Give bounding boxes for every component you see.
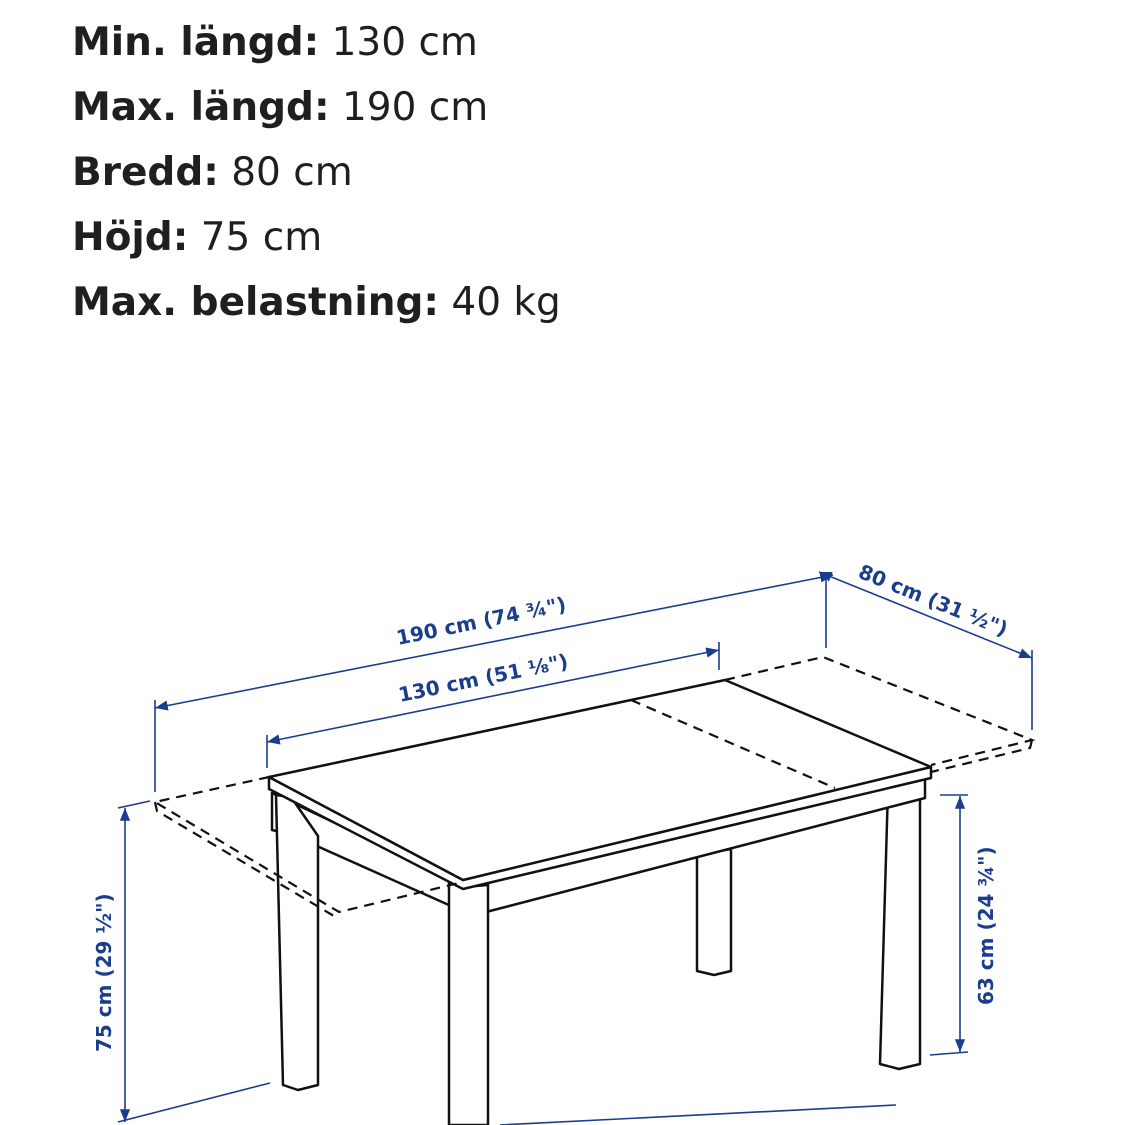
spec-max-length (72, 79, 561, 144)
table-leg-front-corner (449, 882, 488, 1125)
spec-width (72, 144, 561, 209)
spec-value: 190 cm (329, 85, 489, 130)
specifications-list (72, 14, 561, 339)
spec-value: 80 cm (218, 150, 353, 195)
spec-value: 40 kg (439, 280, 561, 325)
table-dimension-diagram (0, 380, 1125, 1125)
spec-value: 130 cm (319, 20, 478, 65)
label-min-length: 130 cm (51 ⅛") (396, 648, 571, 707)
extension-line (118, 1083, 270, 1122)
spec-height (72, 209, 561, 274)
extension-line (118, 801, 150, 808)
spec-label: Max. längd: (72, 85, 330, 130)
table-leg-back-right (880, 782, 920, 1069)
spec-label: Bredd: (72, 150, 219, 195)
spec-max-load (72, 274, 561, 339)
spec-label: Höjd: (72, 215, 189, 260)
label-height: 75 cm (29 ½") (92, 893, 116, 1052)
label-width: 80 cm (31 ½") (855, 559, 1012, 642)
extension-line (500, 1105, 896, 1125)
table-leg-back-left (697, 849, 731, 975)
spec-value: 75 cm (188, 215, 323, 260)
spec-label: Max. belastning: (72, 280, 439, 325)
spec-label: Min. längd: (72, 20, 320, 65)
label-max-length: 190 cm (74 ¾") (394, 591, 569, 650)
table-illustration (269, 680, 931, 1125)
spec-min-length (72, 14, 561, 79)
extension-line (930, 1052, 968, 1055)
label-leg-height: 63 cm (24 ¾") (974, 846, 998, 1005)
table-leg-front-left (276, 795, 318, 1090)
